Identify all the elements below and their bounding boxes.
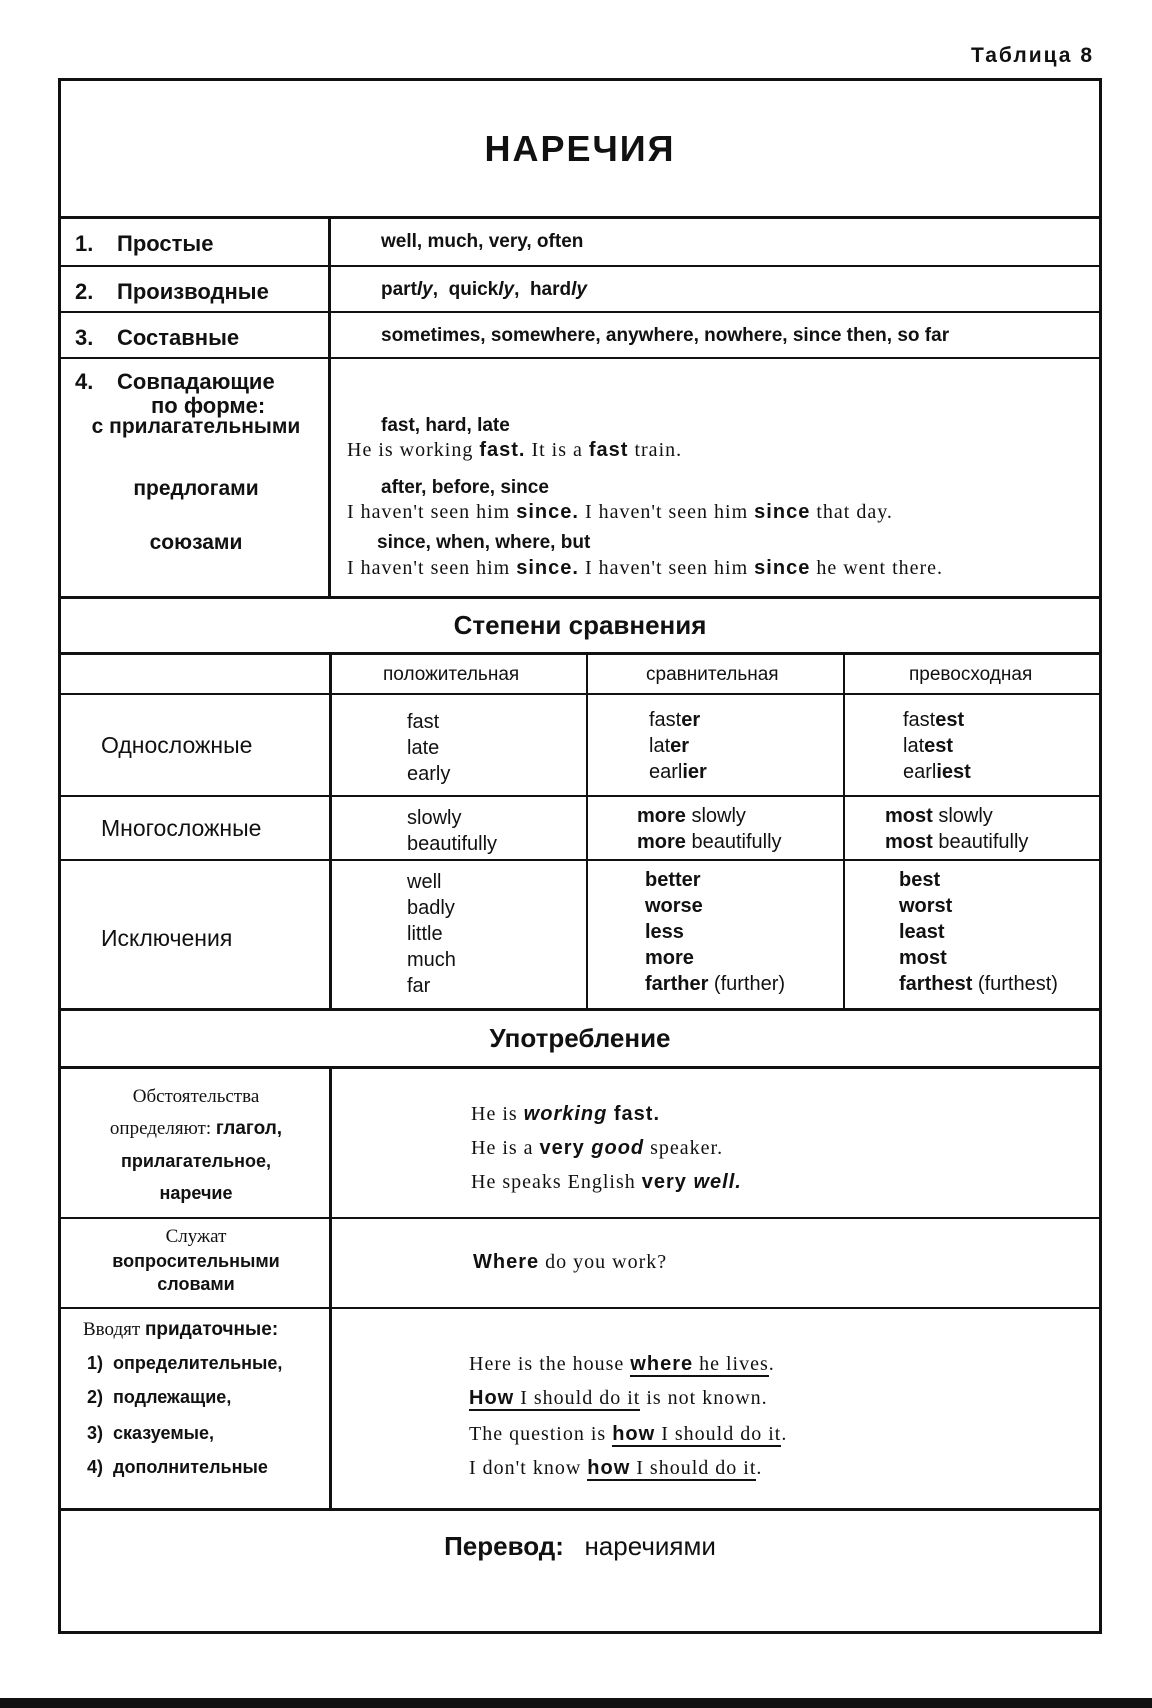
coinciding-sentence: I haven't seen him since. I haven't seen him since that day. [347,501,893,523]
translation-label: Перевод: [444,1531,564,1561]
type-examples: well, much, very, often [381,231,584,252]
adverbs-table [58,78,1102,1634]
suffix: ly [498,279,515,300]
positive-list: well badly little much far [407,871,456,997]
type-name: Составные [117,325,240,350]
type-name: Производные [117,279,269,304]
positive-list: slowly beautifully [407,807,498,855]
comparative-list: better worse less more farther (further) [645,869,786,995]
coinciding-label-prepositions: предлогами [133,477,259,500]
type-row-compound [61,313,1099,359]
usage-example: Here is the house where he lives. [469,1353,775,1375]
superlative-list: most slowly most beautifully [885,805,1029,853]
translation-section [61,1511,1099,1631]
positive-list: fast late early [407,711,451,785]
coinciding-sentence: He is working fast. It is a fast train. [347,439,683,461]
degree-header-positive: положительная [383,664,520,685]
degrees-title: Степени сравнения [453,610,707,640]
clause-type: 1) определительные, [87,1353,283,1373]
clause-type: 3) сказуемые, [87,1423,215,1443]
comparative-list: faster later earlier [649,709,707,783]
type-number: 1. [75,231,94,256]
superlative-list: fastest latest earliest [903,709,971,783]
type-name-line2: по форме: [151,393,266,418]
type-examples: sometimes, somewhere, anywhere, nowhere, since then, so far [381,325,950,346]
type-row-derived [61,267,1099,313]
usage-title-section [61,1011,1099,1069]
usage-example: The question is how I should do it. [469,1423,788,1445]
coinciding-label-adjectives: с прилагательными [91,415,301,438]
usage-label-modifiers: Обстоятельства определяют: глагол, прилагательное, наречие [109,1086,283,1203]
category-monosyllabic: Односложные [101,732,253,758]
category-polysyllabic: Многосложные [101,815,262,841]
page-title: НАРЕЧИЯ [484,127,676,169]
type-examples: partly, quickly, hardly [381,279,587,300]
type-number: 2. [75,279,94,304]
coinciding-sentence: I haven't seen him since. I haven't seen him since he went there. [347,557,944,579]
coinciding-label-conjunctions: союзами [149,531,243,554]
suffix: ly [416,279,433,300]
usage-example: How I should do it is not known. [469,1387,768,1409]
degrees-table [61,655,1099,1011]
usage-title: Употребление [489,1023,671,1053]
type-row-coinciding [61,359,1099,599]
coinciding-words: after, before, since [381,477,549,498]
clause-type: 2) подлежащие, [87,1387,232,1407]
type-row-simple [61,219,1099,267]
coinciding-words: fast, hard, late [381,415,510,436]
suffix: ly [571,279,587,300]
superlative-list: best worst least most farthest (furthest) [899,869,1058,995]
usage-example: He is working fast. [471,1103,661,1125]
usage-example: Where do you work? [473,1251,668,1273]
usage-table [61,1069,1099,1511]
degree-header-comparative: сравнительная [646,664,779,685]
usage-label-interrogative: Служат вопросительными словами [112,1226,280,1294]
usage-example: He speaks English very well. [471,1171,742,1193]
type-number: 4. [75,369,94,394]
degrees-title-section [61,599,1099,655]
translation-line [61,1531,1099,1562]
title-section [61,81,1099,219]
degree-header-superlative: превосходная [909,664,1033,685]
table-number: Таблица 8 [970,44,1094,67]
page-edge [0,1698,1152,1708]
translation-value: наречиями [584,1531,716,1561]
clause-type: 4) дополнительные [87,1457,268,1477]
comparative-list: more slowly more beautifully [637,805,782,853]
usage-label-clauses: Вводят придаточные: [83,1319,279,1340]
type-name: Простые [117,231,214,256]
usage-example: He is a very good speaker. [471,1137,724,1159]
coinciding-words: since, when, where, but [377,532,591,553]
usage-example: I don't know how I should do it. [469,1457,763,1479]
type-name: Совпадающие [117,369,275,394]
type-number: 3. [75,325,94,350]
category-exceptions: Исключения [101,925,233,951]
